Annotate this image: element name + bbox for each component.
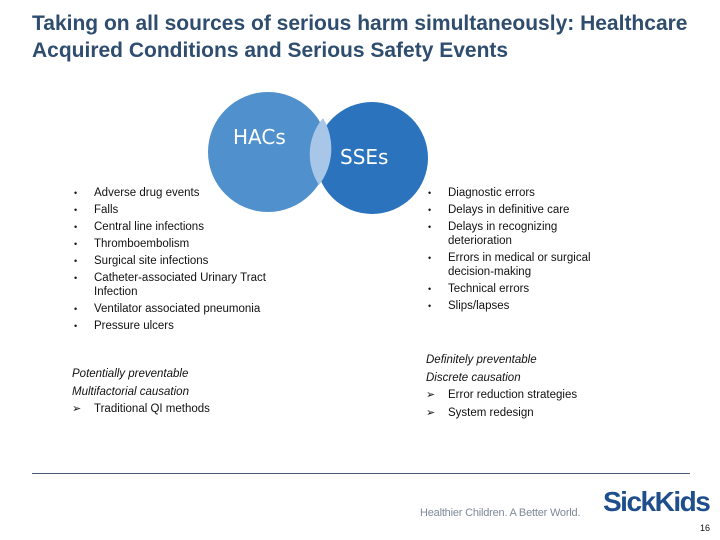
list-item	[424, 203, 624, 217]
bullet-icon: •	[74, 304, 78, 314]
bullet-icon: •	[428, 222, 432, 232]
list-item	[70, 237, 270, 251]
hacs-notes	[72, 366, 210, 419]
bullet-icon: •	[428, 205, 432, 215]
bullet-icon: •	[74, 273, 78, 283]
sickkids-logo: SickKids	[603, 486, 710, 517]
hacs-list	[70, 186, 270, 336]
list-item	[70, 203, 270, 217]
list-item-text: Delays in definitive care	[448, 204, 570, 216]
slide-title: Taking on all sources of serious harm simultaneously: Healthcare Acquired Conditions and Serious Safety Events	[32, 12, 688, 62]
list-item	[424, 299, 624, 313]
bullet-icon: •	[74, 205, 78, 215]
page-number: 16	[700, 523, 711, 533]
arrow-bullet-icon: ➢	[72, 403, 82, 415]
list-item-text: Surgical site infections	[94, 255, 209, 267]
list-item	[70, 220, 270, 234]
list-item-text: Thromboembolism	[94, 238, 190, 250]
footer-divider	[32, 473, 690, 474]
bullet-icon: •	[428, 301, 432, 311]
list-item	[424, 282, 624, 296]
list-item-text: Pressure ulcers	[94, 320, 174, 332]
arrow-item	[426, 387, 577, 405]
hacs-label: HACs	[233, 125, 286, 149]
note-line: Multifactorial causation	[72, 385, 189, 398]
arrow-item	[426, 405, 577, 423]
list-item-text: Technical errors	[448, 283, 530, 295]
list-item	[424, 186, 624, 200]
bullet-icon: •	[428, 253, 432, 263]
note-line: Definitely preventable	[426, 354, 537, 366]
footer-tagline: Healthier Children. A Better World.	[420, 507, 581, 519]
list-item-text: Adverse drug events	[94, 187, 200, 199]
list-item-text: Diagnostic errors	[448, 187, 535, 199]
list-item	[424, 251, 624, 279]
bullet-icon: •	[74, 188, 78, 198]
list-item	[70, 302, 270, 316]
list-item-text: Catheter-associated Urinary Tract Infection	[94, 272, 266, 298]
bullet-icon: •	[428, 188, 432, 198]
list-item-text: Ventilator associated pneumonia	[94, 303, 261, 315]
arrow-item	[72, 401, 210, 419]
list-item	[70, 319, 270, 333]
list-item-text: Falls	[94, 204, 119, 216]
note-line: Error reduction strategies	[448, 389, 578, 401]
note-line: System redesign	[448, 406, 534, 419]
bullet-icon: •	[74, 239, 78, 249]
list-item-text: Central line infections	[94, 221, 204, 233]
list-item-text: Slips/lapses	[448, 300, 510, 312]
bullet-icon: •	[428, 284, 432, 294]
list-item-text: Delays in recognizing deterioration	[448, 221, 558, 247]
note-line: Traditional QI methods	[94, 403, 210, 415]
sses-label: SSEs	[340, 145, 389, 169]
bullet-icon: •	[74, 321, 78, 331]
list-item	[70, 254, 270, 268]
arrow-bullet-icon: ➢	[426, 389, 436, 401]
bullet-icon: •	[74, 256, 78, 266]
sses-notes	[426, 352, 577, 422]
list-item-text: Errors in medical or surgical decision-making	[448, 252, 591, 278]
bullet-icon: •	[74, 222, 78, 232]
note-line: Discrete causation	[426, 371, 521, 384]
list-item	[70, 186, 270, 200]
sses-list	[424, 186, 624, 316]
arrow-bullet-icon: ➢	[426, 406, 436, 419]
list-item	[424, 220, 624, 248]
list-item	[70, 271, 270, 299]
note-line: Potentially preventable	[72, 368, 189, 380]
